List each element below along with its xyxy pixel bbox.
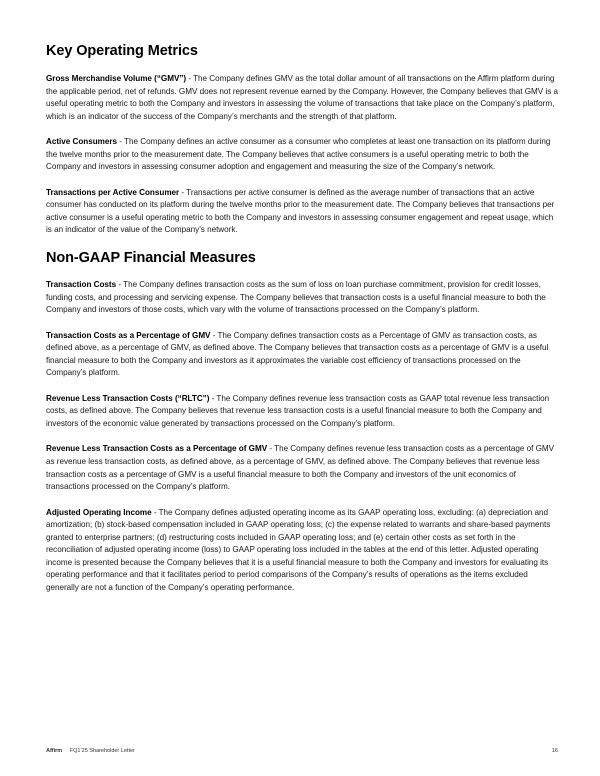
document-title: FQ1’25 Shareholder Letter [69,748,135,754]
definition-rltc-pct-gmv [46,443,558,493]
term: Transactions per Active Consumer [46,187,180,197]
term: Transaction Costs as a Percentage of GMV [46,330,211,340]
definition-transaction-costs-pct-gmv [46,330,558,380]
page-number: 16 [551,748,558,754]
term: Revenue Less Transaction Costs as a Percentage of GMV [46,444,268,454]
term: Active Consumers [46,137,118,147]
definition-text: - The Company defines transaction costs as the sum of loss on loan purchase commitment, provision for credit losses, funding costs, and processing and servicing expense. The Company believes that transaction costs is a useful financial measure to both the Company and investors of those costs, which vary with the volume of transactions processed on the Company’s platform. [46,280,546,315]
definition-adjusted-operating-income [46,507,558,595]
section-heading-key-operating-metrics: Key Operating Metrics [46,43,198,59]
definition-text: - Transactions per active consumer is defined as the average number of transactions that an active consumer has conducted on its platform during the twelve months prior to the measurement date. The Company believes that transactions per active consumer is a useful operating metric to both the Company and investors in assessing consumer engagement and repeat usage, which is an indicator of the value of the Company’s network. [46,187,555,235]
definition-active-consumers [46,136,558,174]
term: Gross Merchandise Volume (“GMV”) [46,74,187,83]
definition-text: - The Company defines revenue less transaction costs as GAAP total revenue less transaction costs, as defined above. The Company believes that revenue less transaction costs is a useful financial measure to both the Company and investors of the economic value generated by transactions processed on the Company’s platform. [46,393,550,428]
brand-logo: Affirm [46,748,63,754]
definition-text: - The Company defines GMV as the total dollar amount of all transactions on the Affirm platform during the applicable period, net of refunds. GMV does not represent revenue earned by the Company. However, the Company believes that GMV is a useful operating metric to both the Company and investors in assessing the volume of transactions that take place on the Company’s platform, which is an indicator of the success of the Company’s merchants and the strength of that platform. [46,74,559,121]
definition-text: - The Company defines transaction costs as a Percentage of GMV as transaction costs, as defined above, as a percentage of GMV, as defined above. The Company believes that transaction costs as a percentage of GMV is a useful financial measure to both the Company and investors as it approximates the variable cost efficiency of transactions processed on the Company’s platform. [46,330,549,378]
definition-text: - The Company defines an active consumer as a consumer who completes at least one transaction on its platform during the twelve months prior to the measurement date. The Company believes that active consumers is a useful operating metric to both the Company and investors in assessing consumer adoption and engagement and measuring the size of the Company’s network. [46,137,551,172]
definition-transaction-costs [46,279,558,317]
document-page [46,43,558,608]
definition-transactions-per-active-consumer [46,187,558,237]
definition-gmv [46,73,558,123]
term: Transaction Costs [46,280,117,290]
term: Adjusted Operating Income [46,507,152,517]
definition-text: - The Company defines adjusted operating income as its GAAP operating loss, excluding: (a) depreciation and amortization; (b) stock-based compensation included in GAAP operating loss; (c) the expense related to warrants and share-based payments granted to enterprise partners; (d) restructuring costs included in GAAP operating loss; and (e) certain other costs as set forth in the reconciliation of adjusted operating income (loss) to GAAP operating loss included in the tables at the end of this letter. Adjusted operating income is presented because the Company believes that it is a useful financial measure to both the Company and investors for evaluating its operating performance and that it facilitates period to period comparisons of the Company’s results of operations as the items excluded generally are not a function of the Company’s operating performance. [46,507,551,592]
page-footer [46,748,558,754]
term: Revenue Less Transaction Costs (“RLTC”) [46,393,210,403]
section-heading-non-gaap: Non-GAAP Financial Measures [46,250,256,267]
definition-text: - The Company defines revenue less transaction costs as a percentage of GMV as revenue less transaction costs, as defined above, as a percentage of GMV, as defined above. The Company believes that revenue less transaction costs as a percentage of GMV is a useful financial measure to both the Company and investors of the unit economics of transactions processed on the Company’s platform. [46,444,555,492]
definition-rltc [46,393,558,431]
